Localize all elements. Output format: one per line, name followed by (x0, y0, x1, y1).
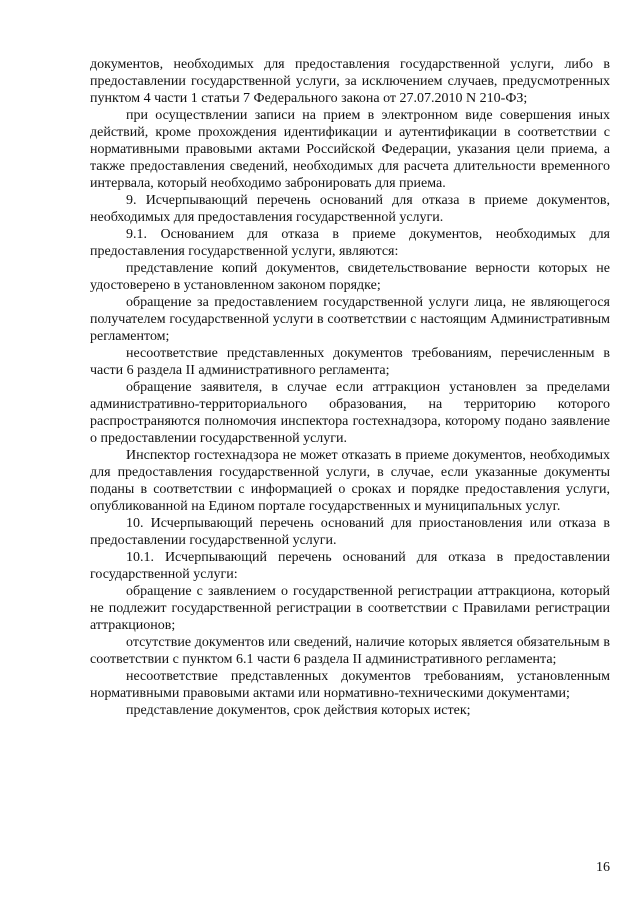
paragraph: представление копий документов, свидетельствование верности которых не удостоверено в установленном законом порядке; (90, 261, 610, 293)
paragraph: несоответствие представленных документов требованиям, перечисленным в части 6 раздела II административного регламента; (90, 346, 610, 378)
paragraph: отсутствие документов или сведений, наличие которых является обязательным в соответствии с пунктом 6.1 части 6 раздела II административного регламента; (90, 635, 610, 667)
paragraph: 9. Исчерпывающий перечень оснований для отказа в приеме документов, необходимых для предоставления государственной услуги. (90, 193, 610, 225)
paragraph: Инспектор гостехнадзора не может отказать в приеме документов, необходимых для предоставления государственной услуги, в случае, если указанные документы поданы в соответствии с информацией о сроках и порядке предоставления услуги, опубликованной на Едином портале государственных и муниципальных услуг. (90, 448, 610, 514)
document-page (90, 56, 610, 719)
paragraph: несоответствие представленных документов требованиям, установленным нормативными правовыми актами или нормативно-техническими документами; (90, 669, 610, 701)
paragraph: 10. Исчерпывающий перечень оснований для приостановления или отказа в предоставлении государственной услуги. (90, 516, 610, 548)
paragraph: обращение заявителя, в случае если аттракцион установлен за пределами административно-территориального образования, на территорию которого распространяются полномочия инспектора гостехнадзора, которому подано заявление о предоставлении государственной услуги. (90, 380, 610, 446)
paragraph: документов, необходимых для предоставления государственной услуги, либо в предоставлении государственной услуги, за исключением случаев, предусмотренных пунктом 4 части 1 статьи 7 Федерального закона от 27.07.2010 N 210-ФЗ; (90, 57, 610, 106)
page-number: 16 (596, 860, 610, 875)
paragraph: 10.1. Исчерпывающий перечень оснований для отказа в предоставлении государственной услуги: (90, 550, 610, 582)
paragraph: 9.1. Основанием для отказа в приеме документов, необходимых для предоставления государственной услуги, являются: (90, 227, 610, 259)
paragraph: при осуществлении записи на прием в электронном виде совершения иных действий, кроме прохождения идентификации и аутентификации в соответствии с нормативными правовыми актами Российской Федерации, указания цели приема, а также предоставления сведений, необходимых для расчета длительности временного интервала, который необходимо забронировать для приема. (90, 108, 610, 191)
paragraph: представление документов, срок действия которых истек; (126, 703, 471, 718)
paragraph: обращение с заявлением о государственной регистрации аттракциона, который не подлежит государственной регистрации в соответствии с Правилами регистрации аттракционов; (90, 584, 610, 633)
paragraph: обращение за предоставлением государственной услуги лица, не являющегося получателем государственной услуги в соответствии с настоящим Административным регламентом; (90, 295, 610, 344)
